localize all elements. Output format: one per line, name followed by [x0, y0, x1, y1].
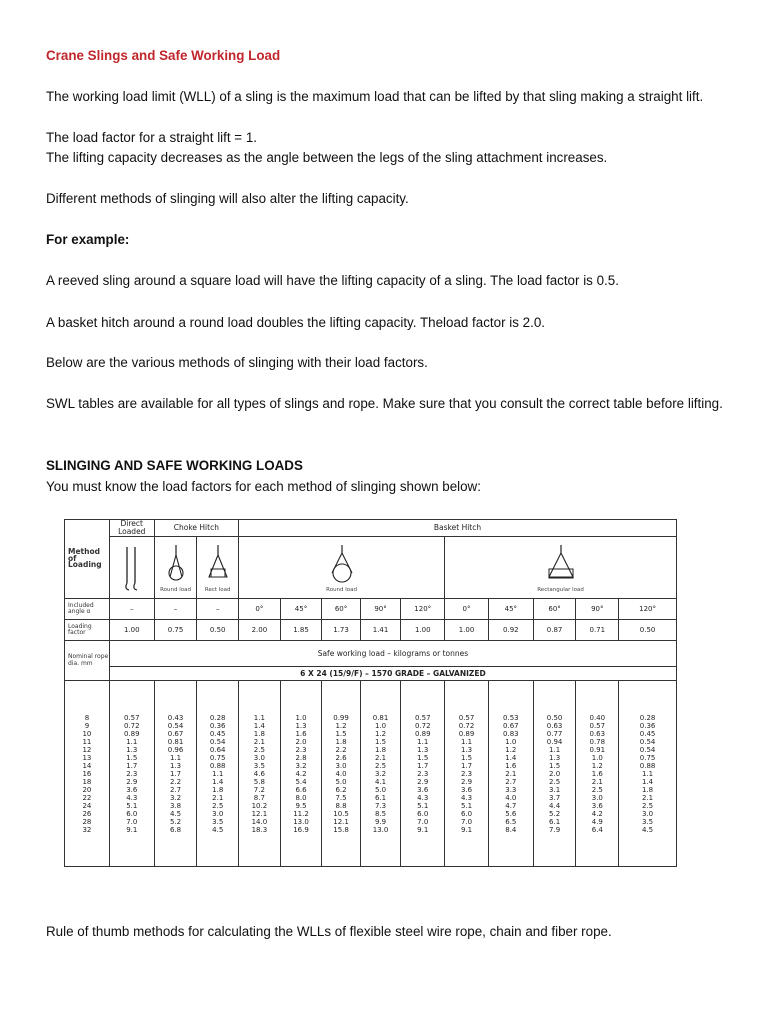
swl-value: 1.1: [126, 737, 138, 746]
basket-rect-caption: Rectangular load: [537, 586, 584, 593]
swl-value: 2.3: [417, 769, 429, 778]
swl-value-column: [360, 681, 401, 867]
swl-value: 2.5: [591, 785, 603, 794]
swl-value-column: [445, 681, 489, 867]
swl-value: 5.0: [335, 777, 347, 786]
swl-value: 4.6: [253, 769, 265, 778]
direct-loaded-diagram: [109, 537, 154, 599]
paragraph-rule-of-thumb: Rule of thumb methods for calculating the WLLs of flexible steel wire rope, chain and fiber rope.: [46, 924, 612, 939]
swl-value: 0.99: [333, 713, 349, 722]
swl-caption: Safe working load – kilograms or tonnes: [109, 641, 676, 667]
swl-value: 0.88: [639, 761, 656, 770]
rope-diameter-column: [65, 681, 110, 867]
swl-value: 2.5: [253, 745, 265, 754]
included-angle-cell: –: [109, 599, 154, 620]
loading-factor-cell: 0.92: [488, 620, 533, 641]
swl-value: 3.6: [460, 785, 473, 794]
swl-value: 2.9: [460, 777, 473, 786]
swl-value-column: [109, 681, 154, 867]
swl-value: 4.0: [335, 769, 347, 778]
swl-value: 1.0: [295, 713, 307, 722]
included-angle-cell: 120°: [619, 599, 677, 620]
swl-value: 0.53: [503, 713, 519, 722]
swl-value: 2.2: [335, 745, 347, 754]
swl-value: 0.40: [589, 713, 606, 722]
swl-value: 4.7: [505, 801, 517, 810]
swl-value: 5.0: [374, 785, 387, 794]
swl-value: 2.8: [295, 753, 307, 762]
paragraph-wll-definition: The working load limit (WLL) of a sling is the maximum load that can be lifted by that sling making a straight lift.: [46, 89, 704, 104]
swl-value: 0.43: [167, 713, 184, 722]
swl-value: 16.9: [293, 825, 309, 834]
swl-value: 13.0: [293, 817, 309, 826]
swl-value: 3.6: [126, 785, 138, 794]
swl-value: 1.0: [591, 753, 603, 762]
swl-value: 3.5: [212, 817, 224, 826]
direct-loaded-header: Direct Loaded: [109, 520, 154, 537]
swl-value: 8.0: [295, 793, 307, 802]
swl-value: 4.2: [295, 769, 307, 778]
swl-value: 0.72: [123, 721, 140, 730]
swl-value: 7.5: [335, 793, 347, 802]
swl-value: 3.2: [374, 769, 387, 778]
swl-value: 3.6: [591, 801, 603, 810]
swl-value: 0.45: [209, 729, 226, 738]
nominal-rope-label: Nominal rope dia. mm: [65, 641, 110, 681]
rope-diameter-value: 18: [82, 777, 92, 786]
swl-value: 7.0: [460, 817, 473, 826]
swl-value-column: [619, 681, 677, 867]
swl-value: 0.45: [639, 729, 656, 738]
basket-round-caption: Round load: [326, 586, 358, 593]
loading-factor-cell: 1.85: [280, 620, 322, 641]
swl-value: 0.67: [503, 721, 519, 730]
swl-value: 1.4: [212, 777, 224, 786]
included-angle-cell: 120°: [401, 599, 445, 620]
swl-value: 5.2: [549, 809, 561, 818]
swl-value: 1.2: [505, 745, 517, 754]
swl-value: 8.8: [335, 801, 347, 810]
swl-value: 0.72: [414, 721, 431, 730]
swl-value-column: [197, 681, 239, 867]
swl-value: 9.1: [417, 825, 429, 834]
swl-value: 1.7: [417, 761, 429, 770]
swl-value: 3.0: [335, 761, 347, 770]
page-title: Crane Slings and Safe Working Load: [46, 48, 281, 63]
swl-value: 0.81: [167, 737, 184, 746]
swl-value: 15.8: [333, 825, 349, 834]
swl-value-column: [322, 681, 360, 867]
swl-value: 3.5: [642, 817, 654, 826]
loading-factor-cell: 1.00: [109, 620, 154, 641]
swl-value: 0.28: [209, 713, 226, 722]
swl-value: 12.1: [333, 817, 349, 826]
swl-value: 1.0: [374, 721, 387, 730]
swl-value: 0.96: [167, 745, 184, 754]
swl-value: 1.1: [169, 753, 182, 762]
swl-value: 1.5: [460, 753, 473, 762]
swl-value: 1.7: [169, 769, 182, 778]
swl-table-figure: [64, 519, 677, 887]
swl-value: 7.0: [417, 817, 429, 826]
included-angle-cell: 90°: [576, 599, 619, 620]
swl-value: 0.36: [209, 721, 226, 730]
swl-value: 3.0: [591, 793, 603, 802]
swl-value: 6.0: [417, 809, 429, 818]
swl-value: 0.67: [167, 729, 184, 738]
swl-value: 0.54: [639, 745, 656, 754]
swl-value: 2.3: [460, 769, 473, 778]
rope-diameter-value: 32: [82, 825, 92, 834]
included-angle-cell: 60°: [533, 599, 576, 620]
swl-value: 4.2: [591, 809, 603, 818]
swl-value: 0.75: [209, 753, 226, 762]
swl-value-column: [280, 681, 322, 867]
paragraph-basket-hitch: A basket hitch around a round load doubles the lifting capacity. Theload factor is 2.0.: [46, 315, 545, 330]
loading-factor-cell: 0.50: [619, 620, 677, 641]
rope-diameter-value: 13: [82, 753, 92, 762]
swl-value: 0.50: [546, 713, 563, 722]
swl-value: 1.1: [417, 737, 429, 746]
swl-value: 5.4: [295, 777, 307, 786]
swl-value: 2.9: [417, 777, 429, 786]
swl-value-column: [401, 681, 445, 867]
paragraph-for-example: For example:: [46, 232, 130, 247]
swl-value: 7.9: [549, 825, 561, 834]
method-of-loading-label: Method of Loading: [65, 520, 110, 599]
loading-factor-cell: 0.50: [197, 620, 239, 641]
swl-table: [64, 519, 677, 867]
swl-value: 13.0: [372, 825, 389, 834]
direct-loaded-hooks-icon: [117, 541, 147, 595]
swl-value: 0.77: [546, 729, 563, 738]
swl-value: 4.4: [549, 801, 561, 810]
swl-value: 0.54: [167, 721, 184, 730]
swl-value: 6.5: [505, 817, 517, 826]
rope-diameter-value: 22: [82, 793, 92, 802]
swl-value: 9.1: [460, 825, 473, 834]
swl-value: 1.3: [295, 721, 307, 730]
rope-diameter-value: 9: [84, 721, 90, 730]
swl-value: 5.6: [505, 809, 517, 818]
included-angle-cell: 90°: [360, 599, 401, 620]
swl-value: 1.2: [374, 729, 387, 738]
swl-value: 7.2: [253, 785, 265, 794]
swl-value: 0.57: [458, 713, 475, 722]
swl-value: 1.4: [505, 753, 517, 762]
included-angle-cell: 0°: [239, 599, 281, 620]
swl-value: 1.7: [126, 761, 138, 770]
swl-value: 1.3: [417, 745, 429, 754]
swl-value: 8.4: [505, 825, 517, 834]
swl-value: 2.0: [295, 737, 307, 746]
swl-value-column: [239, 681, 281, 867]
swl-value: 1.3: [169, 761, 182, 770]
included-angle-cell: 0°: [445, 599, 489, 620]
swl-value: 1.8: [212, 785, 224, 794]
basket-rect-diagram: [445, 537, 677, 599]
paragraph-load-factor: The load factor for a straight lift = 1.: [46, 130, 258, 145]
loading-factor-cell: 1.41: [360, 620, 401, 641]
choke-rect-diagram: [197, 537, 239, 599]
swl-value: 0.91: [589, 745, 606, 754]
swl-value: 1.3: [460, 745, 473, 754]
swl-value: 2.1: [212, 793, 224, 802]
swl-value: 1.3: [126, 745, 138, 754]
swl-value: 2.1: [505, 769, 517, 778]
included-angle-label: Included angle α: [65, 599, 110, 620]
swl-value: 2.1: [374, 753, 387, 762]
swl-value: 5.8: [253, 777, 265, 786]
swl-value: 12.1: [251, 809, 268, 818]
loading-factor-cell: 1.73: [322, 620, 360, 641]
loading-factor-cell: 0.71: [576, 620, 619, 641]
swl-value: 2.1: [642, 793, 654, 802]
swl-value-column: [533, 681, 576, 867]
swl-value: 2.9: [126, 777, 138, 786]
swl-value: 0.54: [639, 737, 656, 746]
rope-diameter-value: 12: [82, 745, 92, 754]
swl-value: 1.8: [335, 737, 347, 746]
swl-value: 7.3: [374, 801, 387, 810]
swl-value: 9.1: [126, 825, 138, 834]
swl-value: 2.6: [335, 753, 347, 762]
swl-value: 0.72: [458, 721, 475, 730]
swl-value-column: [154, 681, 197, 867]
swl-value: 3.0: [212, 809, 224, 818]
swl-value: 2.0: [549, 769, 561, 778]
loading-factor-label: Loading factor: [65, 620, 110, 641]
swl-value: 4.9: [591, 817, 603, 826]
swl-value: 0.94: [546, 737, 563, 746]
swl-value: 9.9: [374, 817, 387, 826]
swl-value: 4.3: [417, 793, 429, 802]
rope-diameter-value: 8: [84, 713, 90, 722]
swl-value: 1.8: [374, 745, 387, 754]
swl-value: 1.5: [417, 753, 429, 762]
swl-value: 0.75: [639, 753, 656, 762]
swl-value: 3.3: [505, 785, 517, 794]
paragraph-methods: Different methods of slinging will also alter the lifting capacity.: [46, 191, 409, 206]
choke-round-load-icon: [161, 543, 191, 587]
swl-value: 1.0: [505, 737, 517, 746]
swl-value: 3.5: [253, 761, 265, 770]
swl-value: 6.0: [460, 809, 473, 818]
swl-value: 0.54: [209, 737, 226, 746]
swl-value: 6.1: [549, 817, 561, 826]
swl-value: 11.2: [293, 809, 309, 818]
swl-value: 10.5: [333, 809, 349, 818]
swl-value: 1.1: [253, 713, 265, 722]
rope-diameter-value: 14: [82, 761, 92, 770]
choke-rect-load-icon: [203, 543, 233, 587]
included-angle-cell: –: [197, 599, 239, 620]
rope-diameter-value: 24: [82, 801, 92, 810]
swl-value: 6.6: [295, 785, 307, 794]
swl-value: 0.89: [414, 729, 431, 738]
swl-value: 8.7: [253, 793, 265, 802]
section-title: SLINGING AND SAFE WORKING LOADS: [46, 458, 303, 473]
swl-value: 1.3: [549, 753, 561, 762]
swl-value: 6.4: [591, 825, 603, 834]
swl-value: 1.4: [642, 777, 654, 786]
swl-value: 0.81: [372, 713, 389, 722]
swl-value: 1.6: [591, 769, 603, 778]
rope-diameter-value: 11: [82, 737, 92, 746]
choke-round-diagram: [154, 537, 197, 599]
swl-value-column: [576, 681, 619, 867]
swl-value: 1.5: [335, 729, 347, 738]
swl-value: 1.1: [460, 737, 473, 746]
swl-value: 1.7: [460, 761, 473, 770]
swl-value: 3.6: [417, 785, 429, 794]
swl-value: 1.6: [295, 729, 307, 738]
choke-hitch-header: Choke Hitch: [154, 520, 238, 537]
swl-value: 3.0: [253, 753, 265, 762]
swl-value: 1.6: [505, 761, 517, 770]
swl-value: 1.1: [642, 769, 654, 778]
loading-factor-cell: 1.00: [445, 620, 489, 641]
loading-factor-cell: 1.00: [401, 620, 445, 641]
paragraph-angle: The lifting capacity decreases as the angle between the legs of the sling attachment increases.: [46, 150, 608, 165]
swl-value: 2.2: [169, 777, 182, 786]
swl-value: 0.89: [123, 729, 140, 738]
rope-diameter-value: 28: [82, 817, 92, 826]
swl-value: 0.36: [639, 721, 656, 730]
basket-rect-load-icon: [541, 543, 581, 587]
swl-value: 2.3: [295, 745, 307, 754]
swl-value: 6.8: [169, 825, 182, 834]
swl-value: 14.0: [251, 817, 268, 826]
swl-value: 0.57: [414, 713, 431, 722]
swl-value: 1.8: [253, 729, 265, 738]
swl-value: 2.1: [591, 777, 603, 786]
swl-value: 9.5: [295, 801, 307, 810]
swl-value: 3.7: [549, 793, 561, 802]
swl-value: 5.2: [169, 817, 182, 826]
swl-value: 2.7: [169, 785, 182, 794]
swl-value: 4.3: [460, 793, 473, 802]
swl-value: 6.0: [126, 809, 138, 818]
rope-diameter-value: 16: [82, 769, 92, 778]
paragraph-swl-tables: SWL tables are available for all types of slings and rope. Make sure that you consult the correct table before lifting.: [46, 396, 723, 411]
swl-value: 18.3: [251, 825, 268, 834]
swl-value: 5.1: [126, 801, 138, 810]
swl-value: 1.5: [126, 753, 138, 762]
swl-value: 0.83: [503, 729, 519, 738]
swl-value: 6.2: [335, 785, 347, 794]
loading-factor-cell: 2.00: [239, 620, 281, 641]
swl-value: 2.5: [374, 761, 387, 770]
swl-value: 2.7: [505, 777, 517, 786]
swl-value: 0.28: [639, 713, 656, 722]
included-angle-cell: 60°: [322, 599, 360, 620]
included-angle-cell: 45°: [280, 599, 322, 620]
swl-value: 1.2: [591, 761, 603, 770]
rect-load-caption: Rect load: [204, 586, 231, 593]
swl-value: 3.0: [642, 809, 654, 818]
section-intro: You must know the load factors for each method of slinging shown below:: [46, 479, 481, 494]
swl-value: 0.63: [546, 721, 563, 730]
basket-hitch-header: Basket Hitch: [239, 520, 677, 537]
swl-value: 5.1: [417, 801, 429, 810]
swl-value: 2.1: [253, 737, 265, 746]
swl-value: 5.1: [460, 801, 473, 810]
swl-value-column: [488, 681, 533, 867]
basket-round-diagram: [239, 537, 445, 599]
round-load-caption: Round load: [160, 586, 191, 593]
swl-value: 4.5: [169, 809, 182, 818]
swl-value: 1.5: [549, 761, 561, 770]
swl-value: 4.1: [374, 777, 387, 786]
swl-value: 2.3: [126, 769, 138, 778]
swl-value: 2.5: [642, 801, 654, 810]
swl-value: 3.2: [295, 761, 307, 770]
rope-diameter-value: 20: [82, 785, 92, 794]
swl-value: 3.2: [169, 793, 182, 802]
paragraph-reeved-sling: A reeved sling around a square load will have the lifting capacity of a sling. The load factor is 0.5.: [46, 273, 619, 288]
swl-value: 1.1: [212, 769, 224, 778]
swl-value: 10.2: [251, 801, 268, 810]
rope-diameter-value: 10: [82, 729, 92, 738]
swl-value: 8.5: [374, 809, 387, 818]
swl-value: 4.0: [505, 793, 517, 802]
basket-round-load-icon: [322, 543, 362, 587]
included-angle-cell: 45°: [488, 599, 533, 620]
swl-value: 4.5: [642, 825, 654, 834]
included-angle-cell: –: [154, 599, 197, 620]
swl-value: 6.1: [374, 793, 387, 802]
swl-value: 2.5: [549, 777, 561, 786]
rope-diameter-value: 26: [82, 809, 92, 818]
swl-value: 3.1: [549, 785, 561, 794]
swl-value: 1.4: [253, 721, 265, 730]
swl-value: 0.57: [589, 721, 606, 730]
swl-value: 3.8: [169, 801, 182, 810]
swl-value: 0.78: [589, 737, 606, 746]
swl-value: 0.89: [458, 729, 475, 738]
swl-value: 0.57: [123, 713, 140, 722]
paragraph-below: Below are the various methods of slinging with their load factors.: [46, 355, 428, 370]
swl-value: 1.2: [335, 721, 347, 730]
swl-value: 2.5: [212, 801, 224, 810]
swl-value: 0.64: [209, 745, 226, 754]
loading-factor-cell: 0.75: [154, 620, 197, 641]
swl-value: 0.63: [589, 729, 606, 738]
grade-caption: 6 X 24 (15/9/F) – 1570 GRADE – GALVANIZED: [109, 667, 676, 681]
swl-value: 1.8: [642, 785, 654, 794]
swl-value: 1.1: [549, 745, 561, 754]
swl-value: 0.88: [209, 761, 226, 770]
swl-value: 4.5: [212, 825, 224, 834]
swl-value: 7.0: [126, 817, 138, 826]
swl-value: 1.5: [374, 737, 387, 746]
swl-value: 4.3: [126, 793, 138, 802]
loading-factor-cell: 0.87: [533, 620, 576, 641]
